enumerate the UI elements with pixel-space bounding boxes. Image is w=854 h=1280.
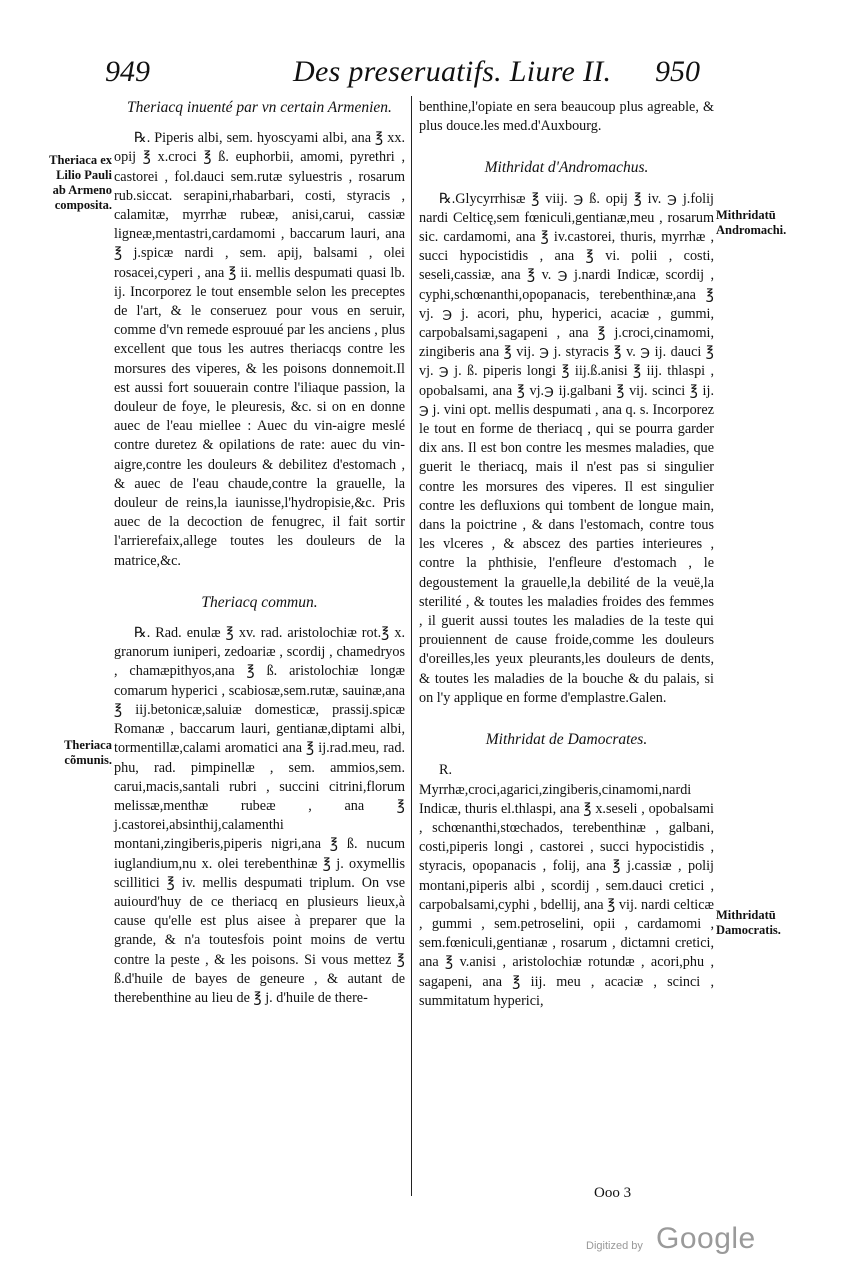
paragraph-continuation: benthine,l'opiate en sera beaucoup plus agreable, & plus douce.les med.d'Auxbourg. — [419, 99, 714, 135]
margin-note-theriaca-communis: Theriaca cõmunis. — [64, 738, 112, 767]
page-number-left: 949 — [105, 55, 150, 88]
margin-note-theriaca-lilio: Theriaca ex Lilio Pauli ab Armeno composita. — [49, 153, 112, 212]
paragraph-theriacq-commun: ℞. Rad. enulæ ℥ xv. rad. aristolochiæ rot.℥ x. granorum iuniperi, zedoariæ , scordij , chamedryos , chamæpithyos,ana ℥ ß. aristolochiæ longæ comarum hyperici , scabiosæ,sem.rutæ, sauinæ,ana ℥ iij.betonicæ,saluiæ domesticæ, prassij.spicæ Romanæ , baccarum lauri, gentianæ,diptami albi, tormentillæ,calami aromatici ana ℥ ij.rad.meu, rad. phu, rad. pimpinellæ , sem. ammios,sem. carui,macis,santali rubri , succini citrini,florum melissæ,menthæ rubeæ , ana ℥ j.castorei,absinthij,calamenthi montani,zingiberis,piperis nigri,ana ℥ ß. nucum iuglandium,nu x. olei terebenthinæ ℥ j. oxymellis scillitici ℥ iv. mellis despumati triplum. On vse auiourd'huy de ce theriacq en plusieurs lieux,à cause qu'elle est plus aisee à preparer que la grande, & n'a toutesfois point moins de vertu contre la peste , & les poisons. Si vous mettez ℥ ß.d'huile de bayes de geneure , & autant de therebenthine au lieu de ℥ j. d'huile de there- — [114, 625, 405, 1006]
paragraph-theriacq-armenien: ℞. Piperis albi, sem. hyoscyami albi, ana ℥ xx. opij ℥ x.croci ℥ ß. euphorbii, amomi, pyrethri , castorei , fol.dauci sem.rutæ syluestris , rosarum rub.siccat. serapini,rhabarbari, costi, styracis , calamitæ, myrrhæ rubeæ, anisi,carui, cassiæ ligneæ,mentastri,cardamomi , baccarum lauri, ana ℥ j.spicæ nardi , sem. apij, balsami , olei rosacei,cyperi , ana ℥ ii. mellis despumati quasi lb. ij. Incorporez le tout ensemble selon les preceptes de l'art, & le conseruez pour vous en seruir, comme d'vn remede esprouué par les anciens , plus excellent que tous les autres theriacqs contre les morsures des viperes, & les poisons donnemoit.Il est aussi fort souuerain contre l'iliaque passion, la douleur de foye, le pleuresis, &c. si on en donne auec de l'eau miellee : Auec du vin-aigre meslé contre duretez & opilations de rate: auec du vin-aigre,contre les douleurs & debilitez d'estomach , & auec de l'eau chaude,contre la grauelle, la douleur de reins,la iaunisse,l'hydropisie,&c. Pris auec de la decoction de fenugrec, il fait sortir l'arrierefaix,allege toutes les douleurs de la matrice,&c. — [114, 130, 405, 569]
heading-mithridat-damocrates: Mithridat de Damocrates. — [485, 731, 648, 749]
heading-mithridat-andromachus: Mithridat d'Andromachus. — [484, 159, 649, 177]
margin-note-mithridat-andromachi: Mithridatū Andromachi. — [716, 208, 787, 237]
heading-theriacq-commun: Theriacq commun. — [201, 593, 318, 611]
heading-theriacq-armenien: Theriacq inuenté par vn certain Armenien. — [127, 99, 392, 116]
watermark-prefix: Digitized by — [586, 1240, 643, 1252]
page-number-right: 950 — [655, 55, 700, 88]
page-header — [0, 55, 854, 99]
paragraph-mithridat-damocrates: R. Myrrhæ,croci,agarici,zingiberis,cinamomi,nardi Indicæ, thuris el.thlaspi, ana ℥ x.seseli , opobalsami , schœnanthi,stœchados, terebenthinæ , galbani, costi,piperis longi , castorei , succi hypocistidis , styracis, opopanacis , folij, ana ℥ j.cassiæ , polij montani,piperis albi , scordij , sem.dauci cretici , carpobalsami,cyphi , bdellij, ana ℥ vij. nardi celticæ , gummi , sem.petroselini, opii , cardamomi , sem.fœniculi,gentianæ , rosarum , dictamni cretici, ana ℥ v.anisi , aristolochiæ rotundæ , acori,phu , sagapeni, ana ℥ iij. meu , acaciæ , scinci , summitatum hyperici, — [419, 762, 714, 1009]
column-divider — [411, 96, 412, 1196]
paragraph-mithridat-andromachus: ℞.Glycyrrhisæ ℥ viij. ℈ ß. opij ℥ iv. ℈ j.folij nardi Celticę,sem fœniculi,gentianæ,meu , rosarum sic. cardamomi, ana ℥ iv.castorei, thuris, myrrhæ , succi hypocistidis , ana ℥ vi. polii , costi, seseli,cassiæ, ana ℥ v. ℈ j.nardi Indicæ, scordij , cyphi,schœnanthi,opopanacis, terebenthinæ,ana ℥ vj. ℈ j. acori, phu, hyperici, acaciæ , gummi, carpobalsami,sagapeni , ana ℥ j.croci,cinamomi, zingiberis ana ℥ vij. ℈ j. styracis ℥ v. ℈ ij. dauci ℥ vj. ℈ j. ß. piperis longi ℥ iij.ß.anisi ℥ iij. thlaspi , opobalsami, ana ℥ vj.℈ ij.galbani ℥ vij. scinci ℥ ij. ℈ j. vini opt. mellis despumati , ana q. s. Incorporez le tout en forme de theriacq , qui se pourra garder dix ans. Il est bon contre les mesmes maladies, que guerit le theriacq, mais il n'est pas si singulier contre les morsures des viperes. Il est singulier contre les defluxions qui tombent de longue main, dans la poictrine , & dans l'estomach, contre tous les vlceres , & abscez des parties interieures , contre la phthisie, l'enfleure d'estomach , le degoustement la grauelle,la debilité de la veuë,la sterilité , & toutes les maladies froides des femmes , il guerit aussi toutes les maladies de la teste qui prouiennent de cause froide,comme les douleurs d'oreilles,les yeux pleurants,les douleurs de dents, & toutes les maladies de la bouche & du palais, si on l'y applique en forme d'emplastre.Galen. — [419, 190, 714, 706]
google-logo: Google — [656, 1222, 756, 1255]
signature-mark: Ooo 3 — [594, 1185, 632, 1201]
margin-note-mithridat-damocratis: Mithridatū Damocratis. — [716, 908, 781, 937]
running-title: Des preseruatifs. Liure II. — [293, 55, 612, 88]
right-column — [419, 98, 714, 1011]
left-column — [114, 98, 405, 1008]
